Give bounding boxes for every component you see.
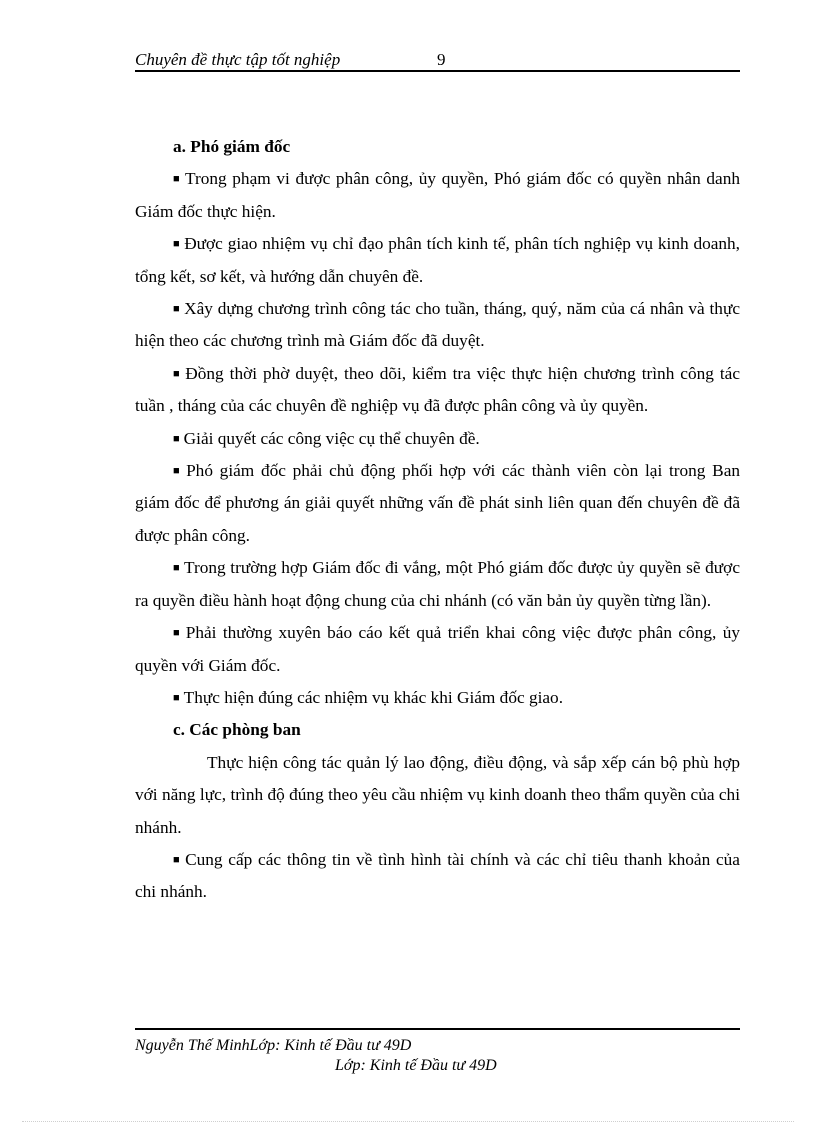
bullet-icon: ■ xyxy=(173,173,181,186)
bullet-icon: ■ xyxy=(173,627,182,640)
bullet-item: ■ Cung cấp các thông tin về tình hình tài chính và các chỉ tiêu thanh khoản của chi nhánh. xyxy=(135,849,740,902)
page-footer xyxy=(135,1028,740,1076)
bullet-item: ■ Đồng thời phờ duyệt, theo dõi, kiểm tra việc thực hiện chương trình công tác tuần , tháng của các chuyên đề nghiệp vụ đã được phân công và ủy quyền. xyxy=(135,363,740,416)
bullet-item: ■ Trong trường hợp Giám đốc đi vắng, một Phó giám đốc được ủy quyền sẽ được ra quyền điều hành hoạt động chung của chi nhánh (có văn bản ủy quyền từng lần). xyxy=(135,558,740,610)
page-number: 9 xyxy=(437,50,446,69)
bullet-item: ■ Được giao nhiệm vụ chỉ đạo phân tích kinh tế, phân tích nghiệp vụ kinh doanh, tổng kết, sơ kết, và hướng dẫn chuyên đề. xyxy=(135,234,740,286)
bullet-icon: ■ xyxy=(173,691,180,704)
bullet-icon: ■ xyxy=(173,303,181,316)
footer-class-line: Lớp: Kinh tế Đầu tư 49D xyxy=(335,1057,497,1074)
section-heading: a. Phó giám đốc xyxy=(173,137,291,156)
bullet-icon: ■ xyxy=(173,853,182,866)
footer-author-line: Nguyễn Thế MinhLớp: Kinh tế Đầu tư 49D xyxy=(135,1037,412,1054)
document-title: Chuyên đề thực tập tốt nghiệp xyxy=(135,50,341,69)
document-body xyxy=(135,131,740,909)
section-heading: c. Các phòng ban xyxy=(173,720,301,740)
page-header xyxy=(135,48,740,72)
bullet-item: ■ Phó giám đốc phải chủ động phối hợp với các thành viên còn lại trong Ban giám đốc để phương án giải quyết những vấn đề phát sinh liên quan đến chuyên đề đã được phân công. xyxy=(135,461,741,545)
bullet-icon: ■ xyxy=(173,238,181,251)
page-edge-divider xyxy=(22,1121,794,1122)
bullet-icon: ■ xyxy=(173,465,183,478)
bullet-icon: ■ xyxy=(173,562,180,575)
bullet-icon: ■ xyxy=(173,367,182,380)
bullet-item: ■ Thực hiện đúng các nhiệm vụ khác khi Giám đốc giao. xyxy=(173,687,564,707)
paragraph: Thực hiện công tác quản lý lao động, điều động, và sắp xếp cán bộ phù hợp với năng lực, trình độ đúng theo yêu cầu nhiệm vụ kinh doanh theo thẩm quyền của chi nhánh. xyxy=(135,752,740,837)
bullet-icon: ■ xyxy=(173,432,180,445)
bullet-item: ■ Phải thường xuyên báo cáo kết quả triển khai công việc được phân công, ủy quyền với Giám đốc. xyxy=(135,623,740,675)
bullet-item: ■ Trong phạm vi được phân công, ủy quyền, Phó giám đốc có quyền nhân danh Giám đốc thực hiện. xyxy=(135,169,740,221)
bullet-item: ■ Xây dựng chương trình công tác cho tuần, tháng, quý, năm của cá nhân và thực hiện theo các chương trình mà Giám đốc đã duyệt. xyxy=(135,299,740,351)
bullet-item: ■ Giải quyết các công việc cụ thể chuyên đề. xyxy=(173,428,480,448)
